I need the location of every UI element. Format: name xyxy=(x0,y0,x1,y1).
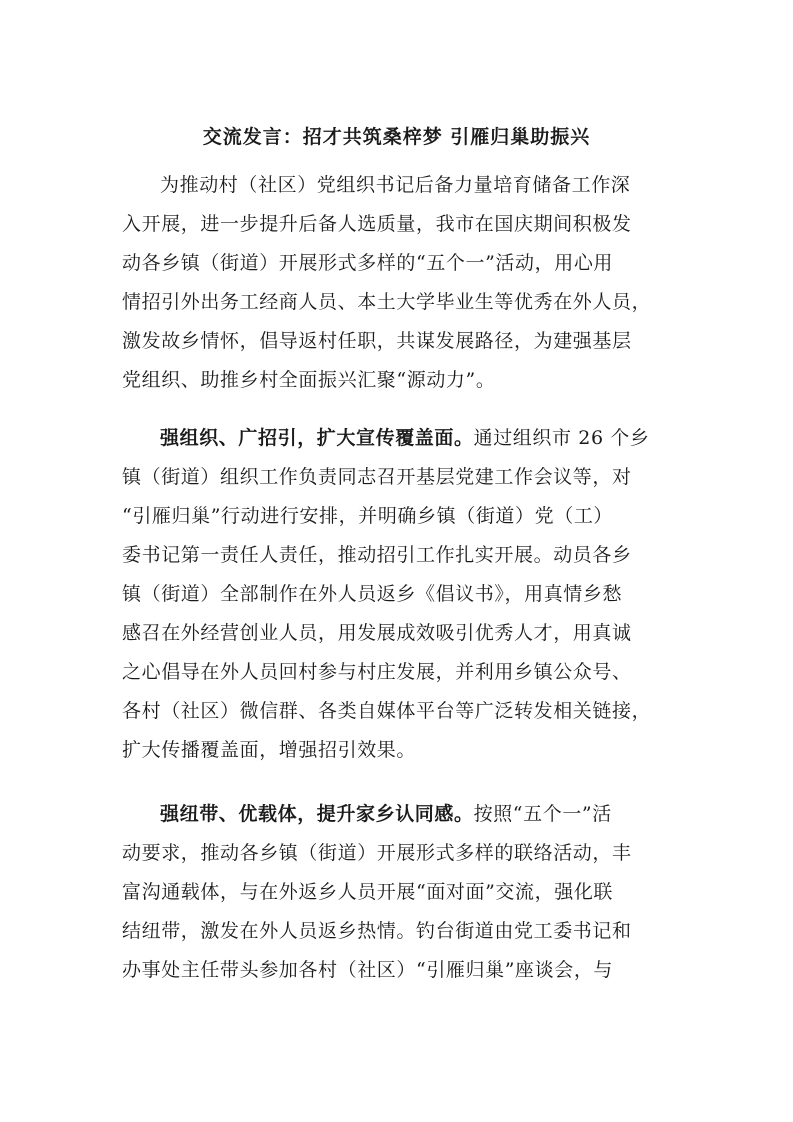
paragraph-organization xyxy=(122,419,682,770)
paragraph-line: 为推动村（社区）党组织书记后备力量培育储备工作深 xyxy=(160,174,631,196)
paragraph-line: 动要求，推动各乡镇（街道）开展形式多样的联络活动，丰 xyxy=(122,842,632,864)
paragraph-line: 结纽带，激发在外人员返乡热情。钓台街道由党工委书记和 xyxy=(122,920,632,942)
paragraph-text: 按照“五个一”活 xyxy=(473,803,612,825)
paragraph-line: 动各乡镇（街道）开展形式多样的“五个一”活动，用心用 xyxy=(122,252,614,274)
paragraph-line: 富沟通载体，与在外返乡人员开展“面对面”交流，强化联 xyxy=(122,881,614,903)
paragraph-line: 镇（街道）全部制作在外人员返乡《倡议书》，用真情乡愁 xyxy=(122,583,623,605)
paragraph-heading: 强纽带、优载体，提升家乡认同感。 xyxy=(160,803,474,825)
paragraph-line: 入开展，进一步提升后备人选质量，我市在国庆期间积极发 xyxy=(122,213,632,235)
paragraph-line: 镇（街道）组织工作负责同志召开基层党建工作会议等，对 xyxy=(122,466,632,488)
paragraph-line: 之心倡导在外人员回村参与村庄发展，并利用乡镇公众号、 xyxy=(122,661,632,683)
paragraph-intro xyxy=(122,166,682,400)
paragraph-line xyxy=(122,419,682,458)
paragraph-line: 激发故乡情怀，倡导返村任职，共谋发展路径，为建强基层 xyxy=(122,330,632,352)
paragraph-line xyxy=(122,795,682,834)
paragraph-line: 情招引外出务工经商人员、本土大学毕业生等优秀在外人员， xyxy=(122,291,652,313)
paragraph-line: 扩大传播覆盖面，增强招引效果。 xyxy=(122,739,417,761)
paragraph-line: 办事处主任带头参加各村（社区）“引雁归巢”座谈会，与 xyxy=(122,959,614,981)
paragraph-line: 感召在外经营创业人员，用发展成效吸引优秀人才，用真诚 xyxy=(122,622,632,644)
paragraph-text: 通过组织市 26 个乡 xyxy=(473,427,650,449)
paragraph-bond xyxy=(122,795,682,990)
paragraph-line: “引雁归巢”行动进行安排，并明确乡镇（街道）党（工） xyxy=(122,505,614,527)
paragraph-line: 各村（社区）微信群、各类自媒体平台等广泛转发相关链接， xyxy=(122,700,652,722)
paragraph-line: 委书记第一责任人责任，推动招引工作扎实开展。动员各乡 xyxy=(122,544,632,566)
paragraph-line: 党组织、助推乡村全面振兴汇聚“源动力”。 xyxy=(122,369,496,391)
document-title: 交流发言：招才共筑桑梓梦 引雁归巢助振兴 xyxy=(202,126,591,148)
paragraph-heading: 强组织、广招引，扩大宣传覆盖面。 xyxy=(160,427,474,449)
